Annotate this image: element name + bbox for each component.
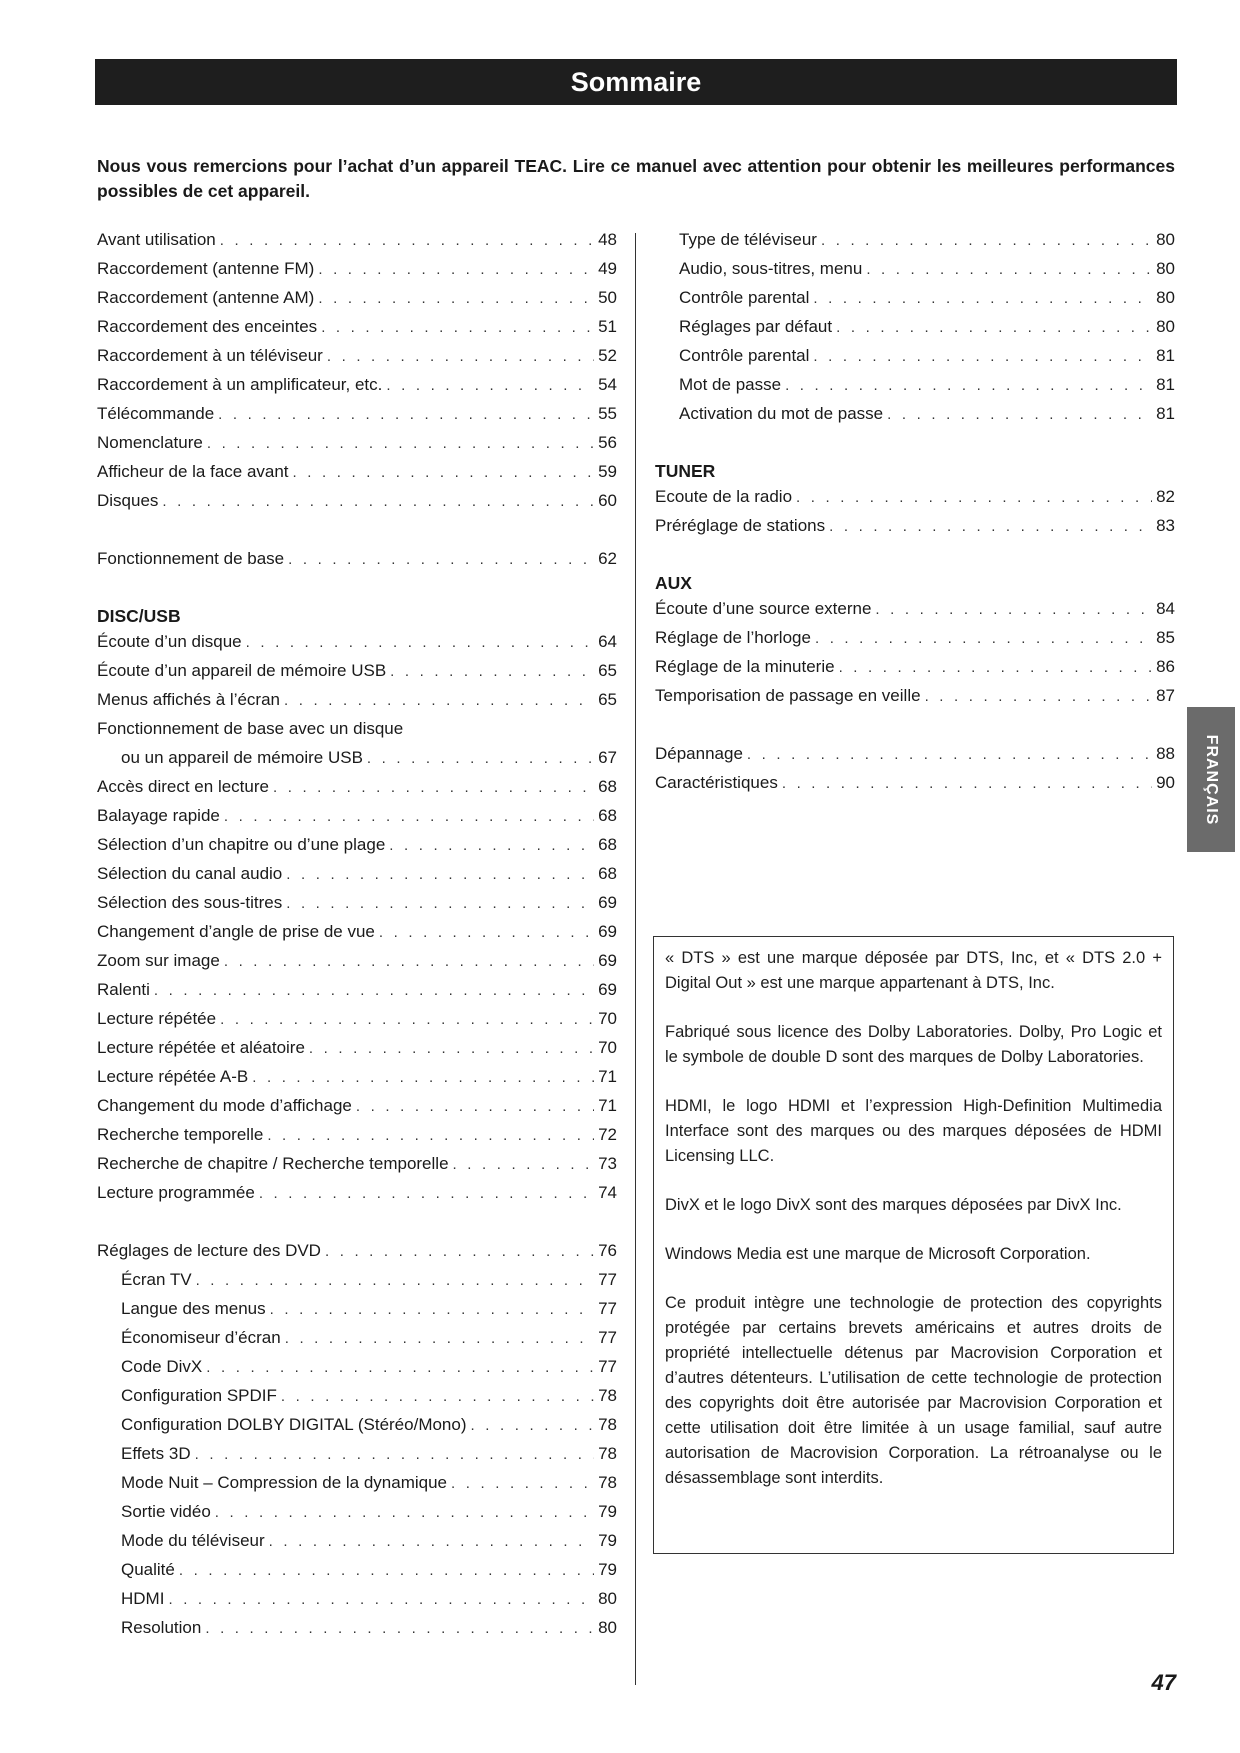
- language-tab: [1187, 707, 1235, 852]
- toc-label: Écoute d’une source externe: [655, 599, 872, 618]
- toc-leader: [273, 779, 594, 796]
- toc-label: Recherche temporelle: [97, 1125, 264, 1144]
- toc-page: 90: [1156, 773, 1175, 792]
- toc-page: 69: [598, 951, 617, 970]
- toc-entry: [97, 951, 617, 980]
- toc-page: 79: [598, 1560, 617, 1579]
- toc-leader: [389, 837, 594, 854]
- spacer: [97, 578, 617, 600]
- toc-leader: [887, 406, 1152, 423]
- toc-page: 70: [598, 1038, 617, 1057]
- toc-label: Ecoute de la radio: [655, 487, 793, 506]
- toc-page: 68: [598, 777, 617, 796]
- toc-label: Lecture répétée: [97, 1009, 217, 1028]
- toc-leader: [293, 464, 595, 481]
- toc-entry: [97, 1473, 617, 1502]
- toc-label: Fonctionnement de base avec un disque: [97, 719, 404, 738]
- toc-leader: [220, 232, 594, 249]
- toc-label: Caractéristiques: [655, 773, 778, 792]
- toc-leader: [179, 1562, 594, 1579]
- toc-entry: [655, 744, 1175, 773]
- toc-leader: [205, 1620, 594, 1637]
- toc-entry: [97, 1038, 617, 1067]
- toc-page: 69: [598, 980, 617, 999]
- toc-entry: [97, 1067, 617, 1096]
- toc-label: ou un appareil de mémoire USB: [121, 748, 363, 767]
- toc-page: 59: [598, 462, 617, 481]
- toc-page: 68: [598, 864, 617, 883]
- spacer: [655, 433, 1175, 455]
- toc-page: 80: [1156, 230, 1175, 249]
- toc-entry: [97, 1618, 617, 1647]
- toc-page: 80: [1156, 259, 1175, 278]
- toc-page: 80: [598, 1618, 617, 1637]
- toc-page: 77: [598, 1357, 617, 1376]
- toc-entry: [97, 1183, 617, 1212]
- language-tab-label: FRANÇAIS: [1203, 734, 1220, 825]
- toc-leader: [785, 377, 1152, 394]
- column-divider: [635, 233, 636, 1685]
- toc-label: Réglages par défaut: [679, 317, 833, 336]
- toc-page: 81: [1156, 404, 1175, 423]
- toc-label: Contrôle parental: [679, 346, 810, 365]
- toc-entry: [97, 1531, 617, 1560]
- toc-page: 78: [598, 1473, 617, 1492]
- toc-entry: [97, 835, 617, 864]
- toc-label: Dépannage: [655, 744, 743, 763]
- toc-entry: [97, 806, 617, 835]
- toc-entry: [97, 1560, 617, 1589]
- toc-page: 65: [598, 690, 617, 709]
- toc-leader: [259, 1185, 594, 1202]
- toc-leader: [309, 1040, 594, 1057]
- toc-leader: [747, 746, 1152, 763]
- toc-leader: [286, 895, 594, 912]
- toc-leader: [813, 290, 1152, 307]
- toc-entry: [655, 346, 1175, 375]
- toc-entry: [97, 1154, 617, 1183]
- toc-leader: [390, 663, 594, 680]
- toc-entry: [97, 893, 617, 922]
- toc-leader: [246, 634, 594, 651]
- toc-label: Raccordement des enceintes: [97, 317, 318, 336]
- toc-entry: [97, 980, 617, 1009]
- toc-group-end: [655, 744, 1175, 802]
- toc-leader: [220, 1011, 594, 1028]
- toc-leader: [813, 348, 1152, 365]
- toc-label: Effets 3D: [121, 1444, 191, 1463]
- toc-entry: [97, 259, 617, 288]
- toc-label: Code DivX: [121, 1357, 203, 1376]
- toc-label: Afficheur de la face avant: [97, 462, 289, 481]
- toc-entry: [97, 1415, 617, 1444]
- toc-page: 51: [598, 317, 617, 336]
- toc-page: 69: [598, 893, 617, 912]
- toc-leader: [318, 290, 594, 307]
- toc-label: Mode Nuit – Compression de la dynamique: [121, 1473, 448, 1492]
- toc-label: Réglage de la minuterie: [655, 657, 835, 676]
- toc-label: Zoom sur image: [97, 951, 220, 970]
- toc-entry: [97, 1444, 617, 1473]
- toc-entry: [97, 1589, 617, 1618]
- toc-label: Lecture programmée: [97, 1183, 255, 1202]
- toc-entry: [97, 1386, 617, 1415]
- toc-label: Balayage rapide: [97, 806, 220, 825]
- toc-label: Préréglage de stations: [655, 516, 826, 535]
- toc-leader: [284, 692, 594, 709]
- toc-entry: [97, 864, 617, 893]
- toc-entry: [655, 288, 1175, 317]
- toc-leader: [218, 406, 594, 423]
- toc-page: 60: [598, 491, 617, 510]
- toc-page: 77: [598, 1270, 617, 1289]
- toc-page: 81: [1156, 346, 1175, 365]
- toc-page: 72: [598, 1125, 617, 1144]
- toc-entry: [97, 1096, 617, 1125]
- toc-leader: [215, 1504, 594, 1521]
- toc-leader: [285, 1330, 594, 1347]
- toc-label: Nomenclature: [97, 433, 203, 452]
- toc-leader: [782, 775, 1152, 792]
- page-number: 47: [1151, 1670, 1176, 1695]
- toc-entry: [655, 773, 1175, 802]
- toc-entry: [655, 516, 1175, 545]
- toc-leader: [471, 1417, 595, 1434]
- toc-entry: [97, 690, 617, 719]
- toc-page: 69: [598, 922, 617, 941]
- toc-entry: [97, 1502, 617, 1531]
- toc-leader: [286, 866, 594, 883]
- toc-page: 78: [598, 1415, 617, 1434]
- toc-page: 80: [1156, 288, 1175, 307]
- toc-leader: [796, 489, 1152, 506]
- toc-entry: [97, 491, 617, 520]
- toc-entry: [655, 599, 1175, 628]
- toc-page: 81: [1156, 375, 1175, 394]
- toc-leader: [154, 982, 594, 999]
- toc-label: Accès direct en lecture: [97, 777, 269, 796]
- toc-page: 64: [598, 632, 617, 651]
- toc-label: Réglages de lecture des DVD: [97, 1241, 321, 1260]
- toc-entry: [97, 1125, 617, 1154]
- toc-leader: [269, 1533, 594, 1550]
- toc-label: Raccordement (antenne FM): [97, 259, 315, 278]
- toc-group-general: [97, 230, 617, 520]
- toc-leader: [925, 688, 1153, 705]
- toc-page: 83: [1156, 516, 1175, 535]
- toc-entry: [655, 317, 1175, 346]
- toc-label: Menus affichés à l’écran: [97, 690, 281, 709]
- spacer: [97, 1212, 617, 1241]
- toc-label: Disques: [97, 491, 159, 510]
- toc-page: 85: [1156, 628, 1175, 647]
- toc-page: 79: [598, 1502, 617, 1521]
- toc-right-column: [655, 230, 1175, 802]
- toc-entry: [655, 487, 1175, 516]
- toc-entry: [655, 404, 1175, 433]
- toc-label: HDMI: [121, 1589, 165, 1608]
- toc-entry: [97, 462, 617, 491]
- toc-label: Ralenti: [97, 980, 150, 999]
- toc-label: Sortie vidéo: [121, 1502, 211, 1521]
- toc-entry: [97, 719, 617, 748]
- toc-leader: [224, 953, 594, 970]
- notice-paragraph: « DTS » est une marque déposée par DTS, Inc, et « DTS 2.0 + Digital Out » est une marque appartenant à DTS, Inc.: [665, 949, 1162, 992]
- toc-entry: [97, 1299, 617, 1328]
- toc-entry: [655, 686, 1175, 715]
- toc-label: Mode du téléviseur: [121, 1531, 265, 1550]
- toc-leader: [267, 1127, 594, 1144]
- toc-entry: [97, 404, 617, 433]
- toc-page: 78: [598, 1444, 617, 1463]
- toc-page: 56: [598, 433, 617, 452]
- toc-label: Raccordement à un amplificateur, etc.: [97, 375, 383, 394]
- toc-entry: [97, 375, 617, 404]
- toc-page: 82: [1156, 487, 1175, 506]
- toc-leader: [325, 1243, 594, 1260]
- toc-page: 67: [598, 748, 617, 767]
- toc-leader: [321, 319, 594, 336]
- toc-page: 88: [1156, 744, 1175, 763]
- toc-page: 77: [598, 1299, 617, 1318]
- toc-page: 62: [598, 549, 617, 568]
- toc-leader: [195, 1446, 594, 1463]
- toc-label: Écoute d’un disque: [97, 632, 242, 651]
- toc-label: Langue des menus: [121, 1299, 266, 1318]
- toc-label: Configuration DOLBY DIGITAL (Stéréo/Mono): [121, 1415, 467, 1434]
- toc-leader: [451, 1475, 594, 1492]
- toc-label: Temporisation de passage en veille: [655, 686, 921, 705]
- toc-entry: [655, 628, 1175, 657]
- toc-label: Sélection du canal audio: [97, 864, 283, 883]
- toc-entry: [97, 549, 617, 578]
- section-heading-tuner: TUNER: [655, 461, 716, 481]
- toc-group-aux: [655, 599, 1175, 715]
- toc-label: Télécommande: [97, 404, 215, 423]
- toc-entry: [655, 259, 1175, 288]
- toc-leader: [821, 232, 1152, 249]
- toc-entry: [97, 1009, 617, 1038]
- toc-leader: [168, 1591, 594, 1608]
- spacer: [97, 520, 617, 549]
- toc-entry: [97, 1241, 617, 1270]
- toc-entry: [97, 1270, 617, 1299]
- notice-paragraph: Ce produit intègre une technologie de protection des copyrights protégée par certains brevets américains et autres droits de propriété intellectuelle détenus par Macrovision Corporation et d’autres détenteurs. L’utilisation de cette technologie de protection des copyrights doit être autorisée par Macrovision Corporation et cette utilisation doit être limitée à un usage familial, sauf autre autorisation de Macrovision Corporation. La rétroanalyse ou le désassemblage sont interdits.: [665, 1294, 1162, 1487]
- toc-leader: [866, 261, 1152, 278]
- toc-label: Changement d’angle de prise de vue: [97, 922, 375, 941]
- toc-left-column: [97, 230, 617, 1647]
- toc-leader: [281, 1388, 594, 1405]
- toc-label: Avant utilisation: [97, 230, 216, 249]
- toc-page: 76: [598, 1241, 617, 1260]
- toc-entry: [97, 632, 617, 661]
- toc-group-disc-usb: [97, 632, 617, 1212]
- toc-entry: [97, 433, 617, 462]
- toc-leader: [207, 435, 594, 452]
- toc-label: Raccordement à un téléviseur: [97, 346, 323, 365]
- notice-paragraph: Fabriqué sous licence des Dolby Laboratories. Dolby, Pro Logic et le symbole de double D sont des marques de Dolby Laboratories.: [665, 1023, 1162, 1066]
- toc-label: Qualité: [121, 1560, 175, 1579]
- toc-leader: [318, 261, 594, 278]
- toc-page: 80: [1156, 317, 1175, 336]
- toc-leader: [288, 551, 594, 568]
- toc-entry: [655, 657, 1175, 686]
- toc-page: 80: [598, 1589, 617, 1608]
- toc-label: Mot de passe: [679, 375, 782, 394]
- toc-leader: [252, 1069, 594, 1086]
- spacer: [655, 545, 1175, 567]
- toc-entry: [97, 346, 617, 375]
- toc-page: 71: [598, 1067, 617, 1086]
- toc-label: Changement du mode d’affichage: [97, 1096, 352, 1115]
- toc-page: 79: [598, 1531, 617, 1550]
- toc-page: 84: [1156, 599, 1175, 618]
- toc-group-dvd-settings-cont: [655, 230, 1175, 433]
- toc-entry: [97, 777, 617, 806]
- toc-entry: [97, 288, 617, 317]
- toc-entry: [97, 317, 617, 346]
- toc-label: Écran TV: [121, 1270, 192, 1289]
- toc-entry: [655, 375, 1175, 404]
- toc-group-dvd-settings: [97, 1270, 617, 1647]
- notice-paragraph: HDMI, le logo HDMI et l’expression High-Definition Multimedia Interface sont des marques ou des marques déposées de HDMI Licensing LLC.: [665, 1097, 1162, 1165]
- toc-label: Fonctionnement de base: [97, 549, 285, 568]
- toc-leader: [453, 1156, 595, 1173]
- toc-page: 68: [598, 835, 617, 854]
- toc-page: 74: [598, 1183, 617, 1202]
- toc-leader: [386, 377, 594, 394]
- toc-page: 49: [598, 259, 617, 278]
- toc-leader: [270, 1301, 594, 1318]
- toc-page: 73: [598, 1154, 617, 1173]
- notice-paragraph: Windows Media est une marque de Microsoft Corporation.: [665, 1245, 1091, 1263]
- toc-leader: [379, 924, 594, 941]
- toc-page: 68: [598, 806, 617, 825]
- toc-label: Type de téléviseur: [679, 230, 817, 249]
- toc-label: Économiseur d’écran: [121, 1328, 281, 1347]
- toc-entry: [97, 922, 617, 951]
- toc-leader: [875, 601, 1152, 618]
- toc-entry: [97, 748, 617, 777]
- toc-label: Resolution: [121, 1618, 202, 1637]
- toc-page: 70: [598, 1009, 617, 1028]
- toc-label: Sélection des sous-titres: [97, 893, 283, 912]
- toc-page: 65: [598, 661, 617, 680]
- toc-leader: [196, 1272, 595, 1289]
- toc-entry: [97, 230, 617, 259]
- toc-page: 52: [598, 346, 617, 365]
- toc-leader: [839, 659, 1153, 676]
- toc-page: 87: [1156, 686, 1175, 705]
- section-heading-aux: AUX: [655, 573, 692, 593]
- toc-page: 48: [598, 230, 617, 249]
- toc-page: 55: [598, 404, 617, 423]
- toc-leader: [356, 1098, 594, 1115]
- notice-paragraph: DivX et le logo DivX sont des marques déposées par DivX Inc.: [665, 1196, 1122, 1214]
- toc-label: Configuration SPDIF: [121, 1386, 277, 1405]
- toc-entry: [97, 1328, 617, 1357]
- toc-entry: [655, 230, 1175, 259]
- toc-label: Raccordement (antenne AM): [97, 288, 315, 307]
- toc-label: Contrôle parental: [679, 288, 810, 307]
- intro-text: Nous vous remercions pour l’achat d’un appareil TEAC. Lire ce manuel avec attention pour obtenir les meilleures performances possibles de cet appareil.: [97, 156, 1175, 201]
- toc-label: Lecture répétée A-B: [97, 1067, 249, 1086]
- trademark-notice-box: [653, 936, 1174, 1554]
- toc-label: Écoute d’un appareil de mémoire USB: [97, 661, 387, 680]
- toc-leader: [162, 493, 594, 510]
- toc-leader: [327, 348, 594, 365]
- toc-leader: [224, 808, 594, 825]
- toc-leader: [367, 750, 594, 767]
- section-heading-disc-usb: DISC/USB: [97, 606, 181, 626]
- toc-leader: [815, 630, 1152, 647]
- page-title: Sommaire: [95, 59, 1177, 105]
- toc-group-tuner: [655, 487, 1175, 545]
- toc-label: Recherche de chapitre / Recherche temporelle: [97, 1154, 449, 1173]
- toc-page: 78: [598, 1386, 617, 1405]
- toc-entry: [97, 1357, 617, 1386]
- toc-leader: [836, 319, 1152, 336]
- toc-page: 86: [1156, 657, 1175, 676]
- toc-page: 54: [598, 375, 617, 394]
- toc-label: Activation du mot de passe: [679, 404, 884, 423]
- toc-label: Réglage de l’horloge: [655, 628, 811, 647]
- toc-label: Audio, sous-titres, menu: [679, 259, 863, 278]
- toc-page: 77: [598, 1328, 617, 1347]
- toc-label: Lecture répétée et aléatoire: [97, 1038, 305, 1057]
- toc-label: Sélection d’un chapitre ou d’une plage: [97, 835, 386, 854]
- toc-leader: [829, 518, 1152, 535]
- toc-entry: [97, 661, 617, 690]
- toc-page: 50: [598, 288, 617, 307]
- toc-leader: [206, 1359, 594, 1376]
- spacer: [655, 715, 1175, 744]
- toc-page: 71: [598, 1096, 617, 1115]
